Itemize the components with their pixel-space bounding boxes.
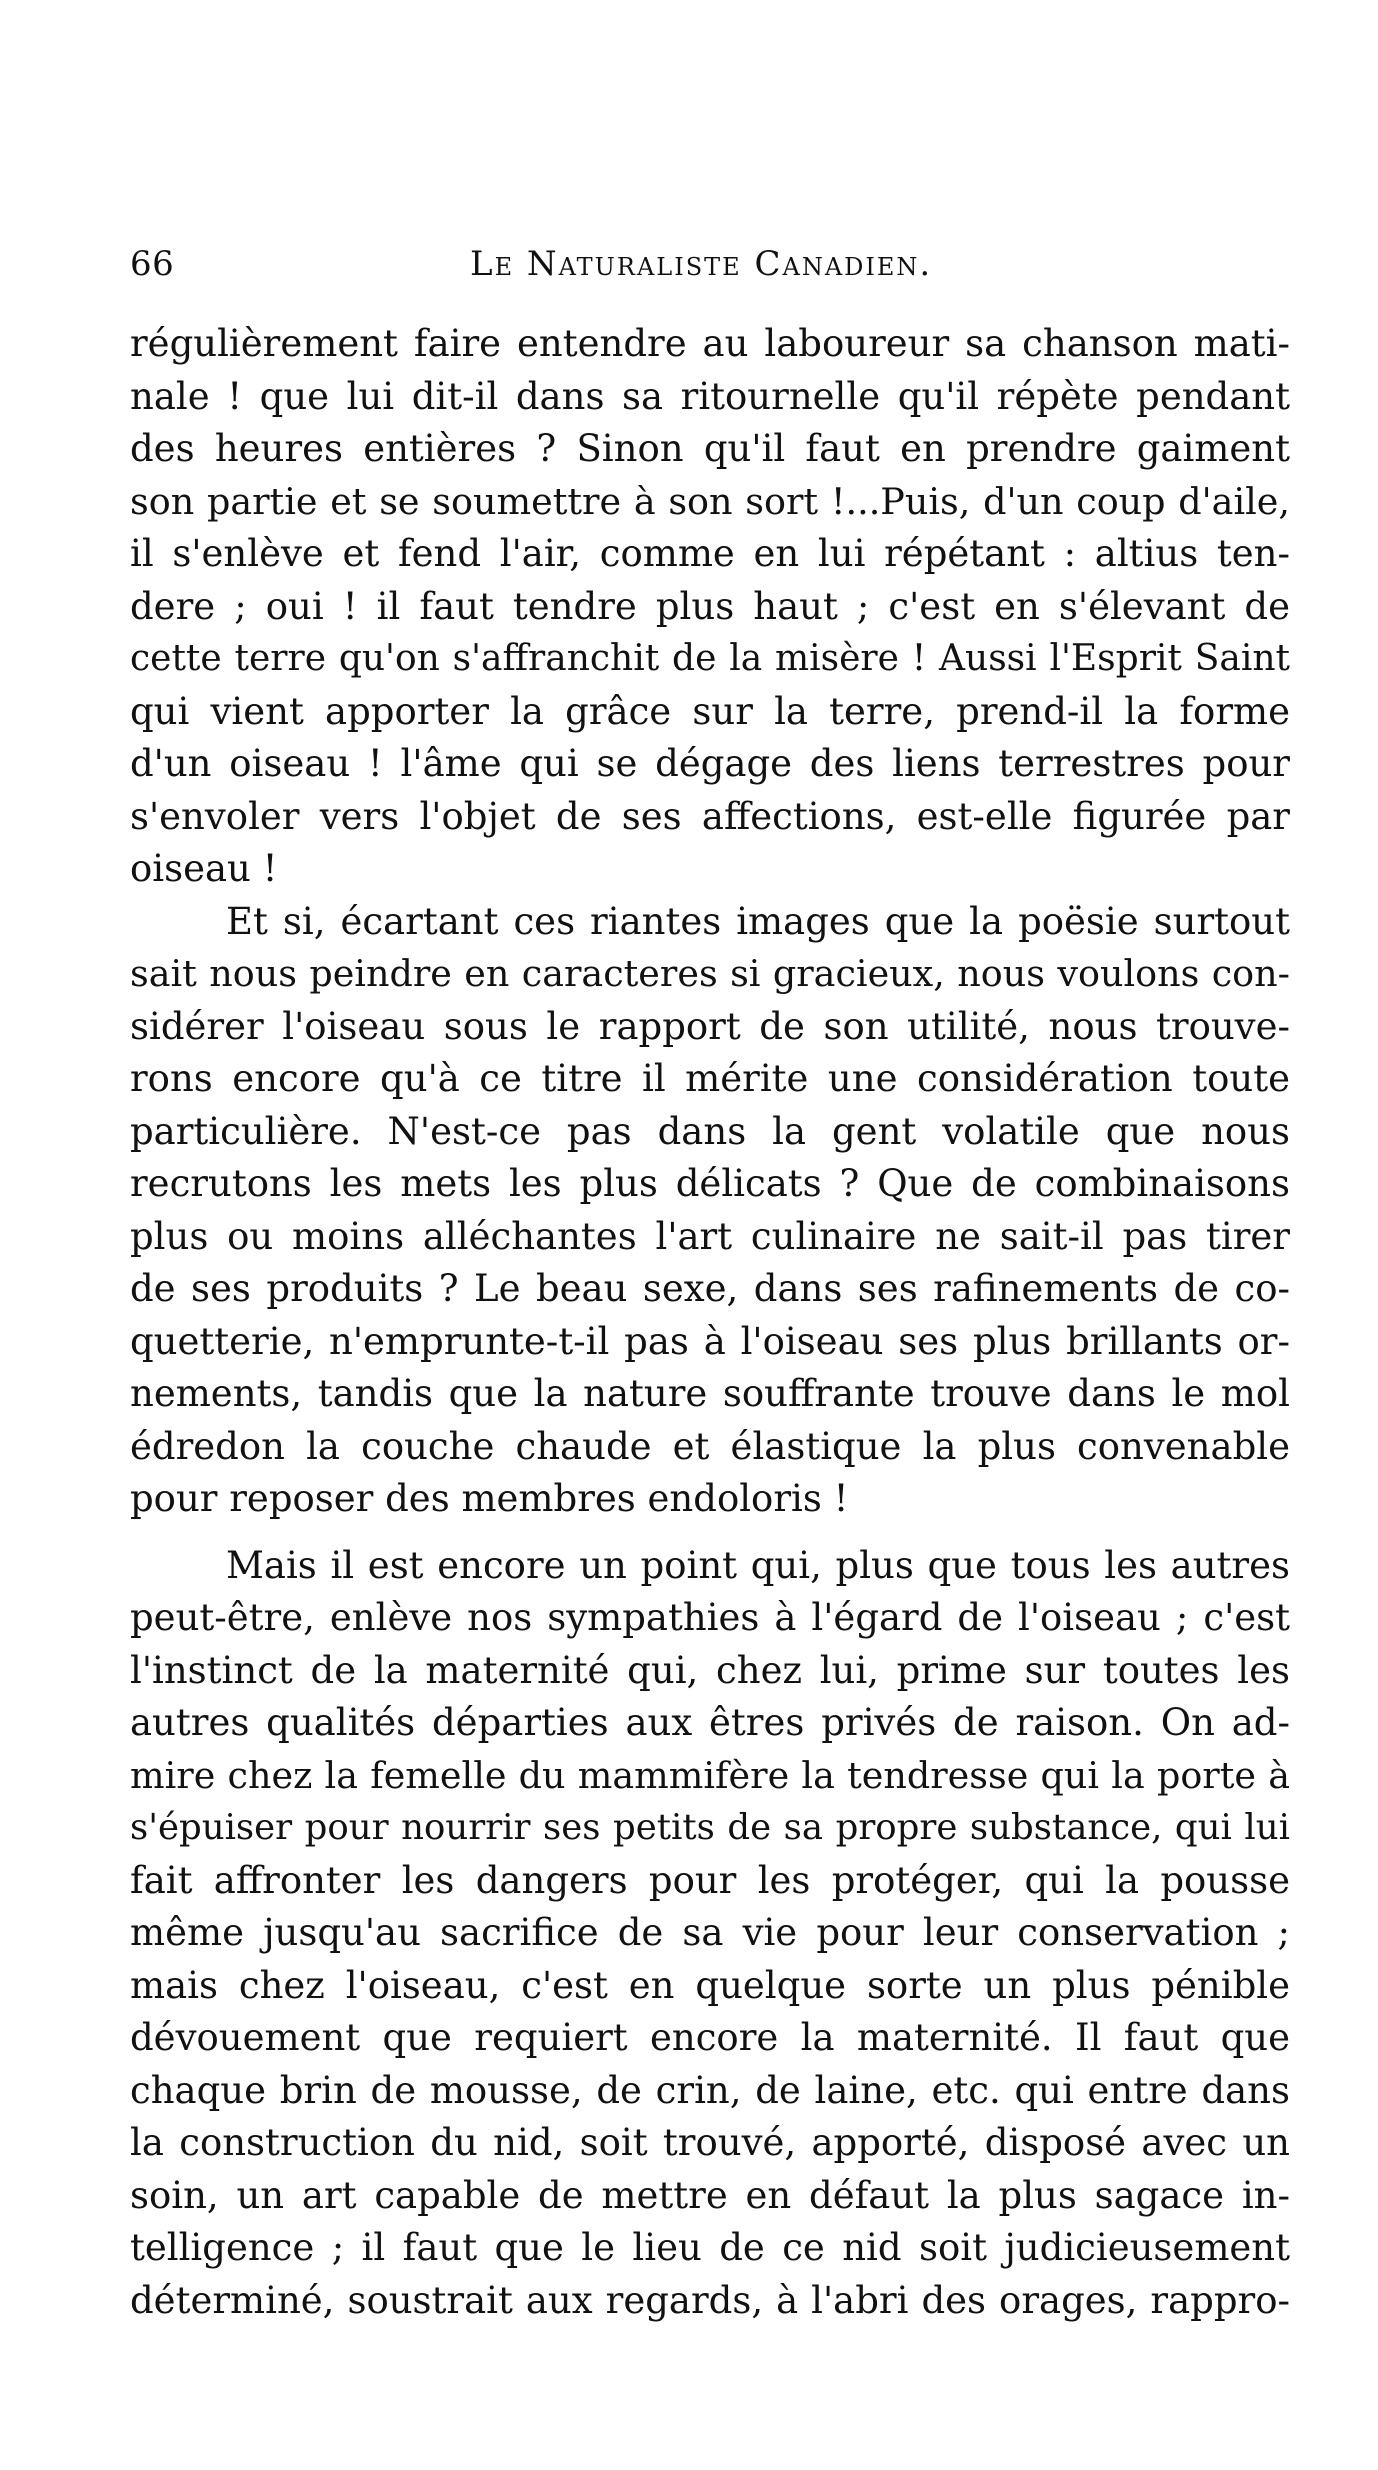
text-line: pour reposer des membres endoloris ! [130,1477,849,1520]
text-line: même jusqu'au sacrifice de sa vie pour leur conservation ; [130,1911,1290,1954]
page-number: 66 [130,244,175,284]
text-line: chaque brin de mousse, de crin, de laine, etc. qui entre dans [130,2068,1290,2112]
text-line: quetterie, n'emprunte-t-il pas à l'oiseau ses plus brillants or- [130,1319,1290,1363]
paragraph-2 [130,896,1290,1526]
page-header [130,244,1290,294]
text-line: Et si, écartant ces riantes images que la poësie surtout [226,899,1290,943]
text-line: mire chez la femelle du mammifère la tendresse qui la porte à [130,1753,1290,1797]
text-line: régulièrement faire entendre au laboureur sa chanson mati- [130,322,1290,365]
text-line: édredon la couche chaude et élastique la plus convenable [130,1424,1290,1468]
text-line: peut-être, enlève nos sympathies à l'égard de l'oiseau ; c'est [130,1596,1290,1639]
text-line: il s'enlève et fend l'air, comme en lui répétant : altius ten- [130,532,1290,575]
text-line: autres qualités départies aux êtres privés de raison. On ad- [130,1701,1290,1744]
text-line: particulière. N'est-ce pas dans la gent volatile que nous [130,1109,1290,1153]
text-line: son partie et se soumettre à son sort !...Puis, d'un coup d'aile, [130,479,1290,523]
text-line: mais chez l'oiseau, c'est en quelque sorte un plus pénible [130,1963,1290,2007]
text-line: cette terre qu'on s'affranchit de la misère ! Aussi l'Esprit Saint [130,638,1290,679]
paragraph-3 [130,1540,1290,2328]
text-line: l'instinct de la maternité qui, chez lui, prime sur toutes les [130,1648,1290,1692]
text-line: qui vient apporter la grâce sur la terre, prend-il la forme [130,689,1290,733]
text-line: fait affronter les dangers pour les protéger, qui la pousse [130,1858,1290,1902]
text-line: oiseau ! [130,847,278,890]
text-line: Mais il est encore un point qui, plus que tous les autres [226,1543,1290,1587]
text-line: sidérer l'oiseau sous le rapport de son utilité, nous trouve- [130,1004,1290,1048]
text-line: plus ou moins alléchantes l'art culinaire ne sait-il pas tirer [130,1214,1290,1258]
text-line: déterminé, soustrait aux regards, à l'abri des orages, rappro- [130,2278,1290,2322]
paragraph-gap [130,1526,1290,1540]
text-line: des heures entières ? Sinon qu'il faut en prendre gaiment [130,427,1290,470]
text-line: soin, un art capable de mettre en défaut la plus sagace in- [130,2173,1290,2217]
text-line: la construction du nid, soit trouvé, apporté, disposé avec un [130,2121,1290,2164]
body-text [130,318,1290,2327]
text-line: s'envoler vers l'objet de ses affections, est-elle figurée par [130,794,1290,838]
text-line: de ses produits ? Le beau sexe, dans ses rafinements de co- [130,1267,1290,1310]
text-line: nements, tandis que la nature souffrante trouve dans le mol [130,1372,1290,1415]
text-line: dévouement que requiert encore la maternité. Il faut que [130,2016,1290,2059]
running-title: Le Naturaliste Canadien. [470,244,933,284]
text-line: s'épuiser pour nourrir ses petits de sa propre substance, qui lui [130,1807,1290,1848]
paragraph-1 [130,318,1290,896]
text-line: nale ! que lui dit-il dans sa ritournelle qu'il répète pendant [130,374,1290,418]
text-line: dere ; oui ! il faut tendre plus haut ; c'est en s'élevant de [130,584,1290,628]
text-line: recrutons les mets les plus délicats ? Que de combinaisons [130,1162,1290,1205]
text-line: sait nous peindre en caracteres si gracieux, nous voulons con- [130,952,1290,995]
text-line: rons encore qu'à ce titre il mérite une considération toute [130,1057,1290,1100]
text-line: d'un oiseau ! l'âme qui se dégage des liens terrestres pour [130,742,1290,785]
text-line: telligence ; il faut que le lieu de ce nid soit judicieusement [130,2226,1290,2269]
